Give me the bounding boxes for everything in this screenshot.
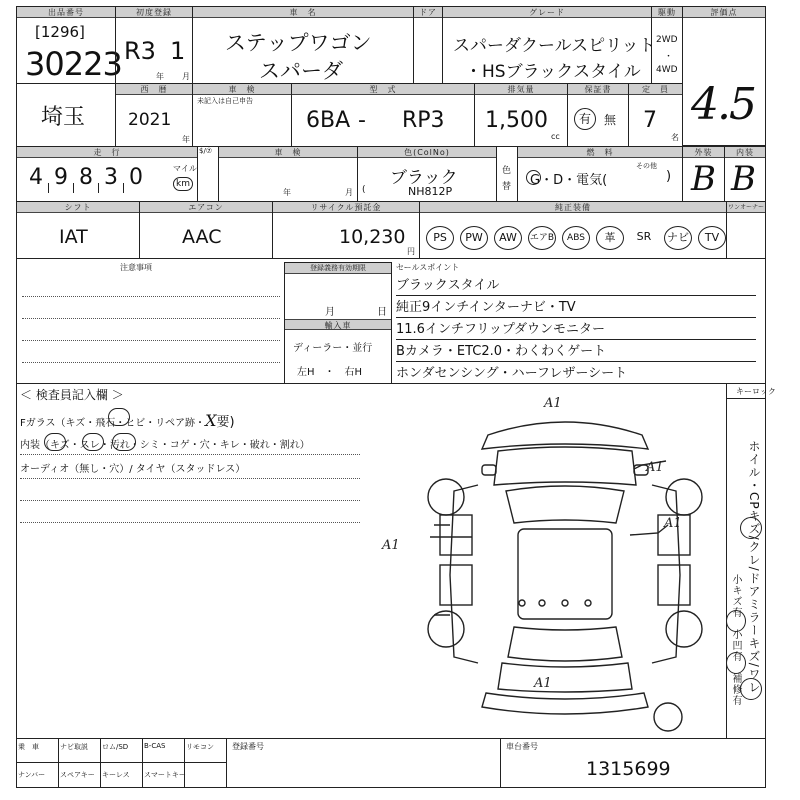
car-name-line1: ステップワゴン xyxy=(225,31,372,55)
inspector-line3: オーディオ（無し・穴）/ タイヤ（スタッドレス） xyxy=(20,464,246,475)
inspector-line xyxy=(20,454,360,455)
glass-text: Fガラス（キズ・飛石・ヒビ・リペア跡・ xyxy=(20,418,206,429)
footer-divider xyxy=(226,738,227,788)
seats-unit: 名 xyxy=(671,133,679,142)
wheel-sub: 小キズ有 小凹有 補修有 xyxy=(730,574,741,706)
footer-col-label: スペアキー xyxy=(60,771,95,779)
equip-list xyxy=(420,216,726,258)
exterior-value: B xyxy=(691,159,716,199)
model-dash: - xyxy=(358,108,366,133)
recycle-box xyxy=(272,201,420,259)
recycle-value: 10,230 xyxy=(339,226,406,248)
cc-value: 1,500 xyxy=(485,108,548,133)
inspector-line xyxy=(20,478,360,479)
insurance-yes: 有 xyxy=(574,108,596,130)
color-code: NH812P xyxy=(408,185,453,198)
footer-col-label: B-CAS xyxy=(144,742,166,750)
equip-item: SR xyxy=(636,230,652,243)
area-value: 埼玉 xyxy=(41,105,86,130)
expiry-label: 車 検 xyxy=(193,84,291,95)
footer-col-label: ロム/SD xyxy=(102,743,129,751)
ac-value: AAC xyxy=(182,226,222,248)
mileage-mark: $/⑦ xyxy=(199,147,213,155)
year-unit-2: 年 xyxy=(182,135,190,144)
glass-x: X xyxy=(205,411,217,430)
fuel-label: 燃 料 xyxy=(518,147,682,158)
inspection-year-unit: 年 xyxy=(283,188,291,197)
interior-rub-circle xyxy=(82,433,104,451)
sheet-no-value: 1315699 xyxy=(586,758,671,780)
color-change-1: 色 xyxy=(502,166,512,176)
sales-point: Bカメラ・ETC2.0・わくわくゲート xyxy=(396,340,756,362)
footer-col-label: 乗 車 xyxy=(18,743,39,751)
footer-col-label: スマートキー xyxy=(144,771,186,779)
fuel-other: その他 xyxy=(636,162,657,170)
equip-label: 純正装備 xyxy=(420,202,726,213)
inspector-line xyxy=(20,500,360,501)
inspection-label: 車 検 xyxy=(219,147,357,158)
inspector-title: ＜ 検査員記入欄 ＞ xyxy=(20,388,124,402)
mileage-digit: 8 xyxy=(79,165,93,190)
fuel-close: ) xyxy=(666,169,672,184)
footer-col-divider xyxy=(184,738,185,788)
model-label: 型 式 xyxy=(292,84,474,95)
footer-cols xyxy=(16,738,226,788)
fuel-box xyxy=(517,146,683,202)
points-list xyxy=(396,274,756,384)
points-label: セールスポイント xyxy=(396,263,460,272)
mileage-digit: 9 xyxy=(54,165,68,190)
notes-line xyxy=(22,296,280,297)
interior-label: 内装 xyxy=(725,147,765,158)
equip-item: AW xyxy=(494,226,522,250)
import-label: 輸入車 xyxy=(285,319,391,330)
equip-item: ナビ xyxy=(664,226,692,250)
wheel-text: ホイル・CPキズ/クレ/ドアミラーキズ/ワレ xyxy=(747,440,761,694)
score-label: 評価点 xyxy=(683,7,765,18)
dealer-option: ディーラー・並行 xyxy=(293,343,373,354)
footer-col-divider xyxy=(58,738,59,788)
sales-point: 11.6インチフリップダウンモニター xyxy=(396,318,756,340)
onecare-label: ワンオーナー xyxy=(727,204,764,211)
lot-number: 30223 xyxy=(25,45,122,83)
mark-right-front: A1 xyxy=(646,460,664,475)
sales-point: ホンダセンシング・ハーフレザーシート xyxy=(396,362,756,384)
seats-label: 定 員 xyxy=(629,84,682,95)
right-col-divider xyxy=(726,383,727,739)
digit-divider xyxy=(123,183,124,193)
mileage-digit: 3 xyxy=(104,165,118,190)
glass-chip-circle xyxy=(108,408,130,426)
mile-unit: マイル xyxy=(173,164,197,173)
footer-col-divider xyxy=(142,738,143,788)
small-scratch-circle xyxy=(726,610,746,632)
equip-item: エアB xyxy=(528,226,556,250)
footer-col-label: ナンバー xyxy=(18,771,46,779)
model-prefix: 6BA xyxy=(306,108,351,133)
month-unit: 月 xyxy=(182,72,190,81)
first-reg-box xyxy=(115,6,193,84)
mirror-scratch-circle xyxy=(740,678,762,700)
sales-point: 純正9インチインターナビ・TV xyxy=(396,296,756,318)
grade-label: グレード xyxy=(443,7,651,18)
car-name-label: 車 名 xyxy=(193,7,413,18)
glass-need: 要) xyxy=(216,415,235,430)
grade-box xyxy=(442,6,656,84)
km-unit: km xyxy=(173,177,193,191)
door-box xyxy=(413,6,443,84)
model-value: RP3 xyxy=(402,108,445,133)
reg-expiry-label: 登録義務有効期限 xyxy=(285,263,391,274)
footer-col-label: リモコン xyxy=(186,743,214,751)
drive-box xyxy=(651,6,683,84)
first-reg-month: 1 xyxy=(170,37,186,65)
cc-box xyxy=(474,83,568,147)
interior-scratch-circle xyxy=(44,433,66,451)
mileage-digits xyxy=(25,163,175,193)
expiry-box xyxy=(192,83,292,147)
reg-no-label: 登録番号 xyxy=(232,742,264,751)
mileage-label: 走 行 xyxy=(17,147,197,158)
color-change-box xyxy=(496,146,518,202)
ac-box xyxy=(139,201,273,259)
exterior-box xyxy=(682,146,725,202)
mileage-box xyxy=(16,146,198,202)
insurance-box xyxy=(567,83,629,147)
model-box xyxy=(291,83,475,147)
lot-box xyxy=(16,6,122,84)
seats-box xyxy=(628,83,683,147)
drive-sep: ・ xyxy=(664,52,674,62)
keyless-label: キーロック xyxy=(736,387,776,396)
recycle-unit: 円 xyxy=(407,247,415,256)
car-name-box xyxy=(192,6,414,84)
car-diagram xyxy=(382,395,720,735)
grade-line2: ・HSブラックスタイル xyxy=(465,62,641,82)
shift-value: IAT xyxy=(59,226,88,248)
car-name-line2: スパーダ xyxy=(259,59,343,83)
first-reg-era: R3 xyxy=(124,37,156,65)
mark-right-door: A1 xyxy=(664,516,682,531)
seats-value: 7 xyxy=(643,108,657,133)
mark-box xyxy=(197,146,219,202)
sheet-no-label: 車台番号 xyxy=(506,742,538,751)
interior-dirt-circle xyxy=(112,433,136,451)
insurance-label: 保証書 xyxy=(568,84,628,95)
footer-col-label: ナビ取説 xyxy=(60,743,88,751)
insurance-no: 無 xyxy=(604,113,617,127)
shift-box xyxy=(16,201,140,259)
color-label: 色(ColNo) xyxy=(358,147,496,158)
notes-line xyxy=(22,318,280,319)
footer-row-divider xyxy=(16,762,226,763)
color-change-2: 替 xyxy=(502,182,512,192)
inspector-line xyxy=(20,522,360,523)
area-box xyxy=(16,83,116,147)
mark-rear: A1 xyxy=(534,676,552,691)
score-box xyxy=(682,6,766,146)
interior-value: B xyxy=(731,159,756,199)
inspector-line2: 内装（キズ・スレ・汚れ・シミ・コゲ・穴・キレ・破れ・割れ） xyxy=(20,440,310,451)
wheel-scratch-circle xyxy=(740,517,762,539)
year-unit: 年 xyxy=(156,72,164,81)
year-value: 2021 xyxy=(128,110,172,130)
drive-label: 駆動 xyxy=(652,7,682,18)
keyless-divider xyxy=(726,398,766,399)
first-reg-label: 初度登録 xyxy=(116,7,192,18)
drive-4wd: 4WD xyxy=(656,65,678,75)
reg-day-unit: 日 xyxy=(377,307,387,318)
color-value: ブラック xyxy=(390,168,458,188)
notes-line xyxy=(22,340,280,341)
mark-front: A1 xyxy=(544,396,562,411)
inspection-box xyxy=(218,146,358,202)
door-label: ドア xyxy=(414,7,442,18)
cc-unit: cc xyxy=(551,132,560,141)
reg-expiry-box xyxy=(284,262,392,384)
digit-divider xyxy=(98,183,99,193)
reg-month-unit: 月 xyxy=(325,307,335,318)
lot-label: 出品番号 xyxy=(17,7,115,18)
footer-col-label: キーレス xyxy=(102,771,130,779)
color-code-prefix: ( xyxy=(362,185,366,195)
small-dent-circle xyxy=(726,652,746,674)
mileage-digit: 0 xyxy=(129,165,143,190)
recycle-label: リサイクル預託金 xyxy=(273,202,419,213)
footer-col-divider xyxy=(100,738,101,788)
equip-item: 革 xyxy=(596,226,624,250)
lot-prefix: [1296] xyxy=(35,23,85,41)
notes-label: 注意事項 xyxy=(120,263,152,272)
exterior-label: 外装 xyxy=(683,147,724,158)
equip-item: TV xyxy=(698,226,726,250)
mileage-digit: 4 xyxy=(29,165,43,190)
inspection-month-unit: 月 xyxy=(345,188,353,197)
interior-box xyxy=(724,146,766,202)
ac-label: エアコン xyxy=(140,202,272,213)
year-box xyxy=(115,83,193,147)
digit-divider xyxy=(73,183,74,193)
drive-2wd: 2WD xyxy=(656,35,678,45)
equip-item: PW xyxy=(460,226,488,250)
fuel-options: G・D・電気( xyxy=(530,173,608,188)
year-label: 西 暦 xyxy=(116,84,192,95)
cc-label: 排気量 xyxy=(475,84,567,95)
grade-line1: スパーダクールスピリット xyxy=(453,36,656,56)
equip-box xyxy=(419,201,727,259)
color-box xyxy=(357,146,497,202)
notes-line xyxy=(22,362,280,363)
sales-point: ブラックスタイル xyxy=(396,274,756,296)
digit-divider xyxy=(48,183,49,193)
footer-divider xyxy=(500,738,501,788)
equip-item: ABS xyxy=(562,226,590,250)
mark-left-door: A1 xyxy=(382,538,400,553)
shift-label: シフト xyxy=(17,202,139,213)
equip-item: PS xyxy=(426,226,454,250)
expiry-note: 未記入は自己申告 xyxy=(197,97,253,105)
handle-option: 左H ・ 右H xyxy=(297,367,363,378)
onecare-box xyxy=(726,201,766,259)
score-value: 4.5 xyxy=(691,79,755,130)
